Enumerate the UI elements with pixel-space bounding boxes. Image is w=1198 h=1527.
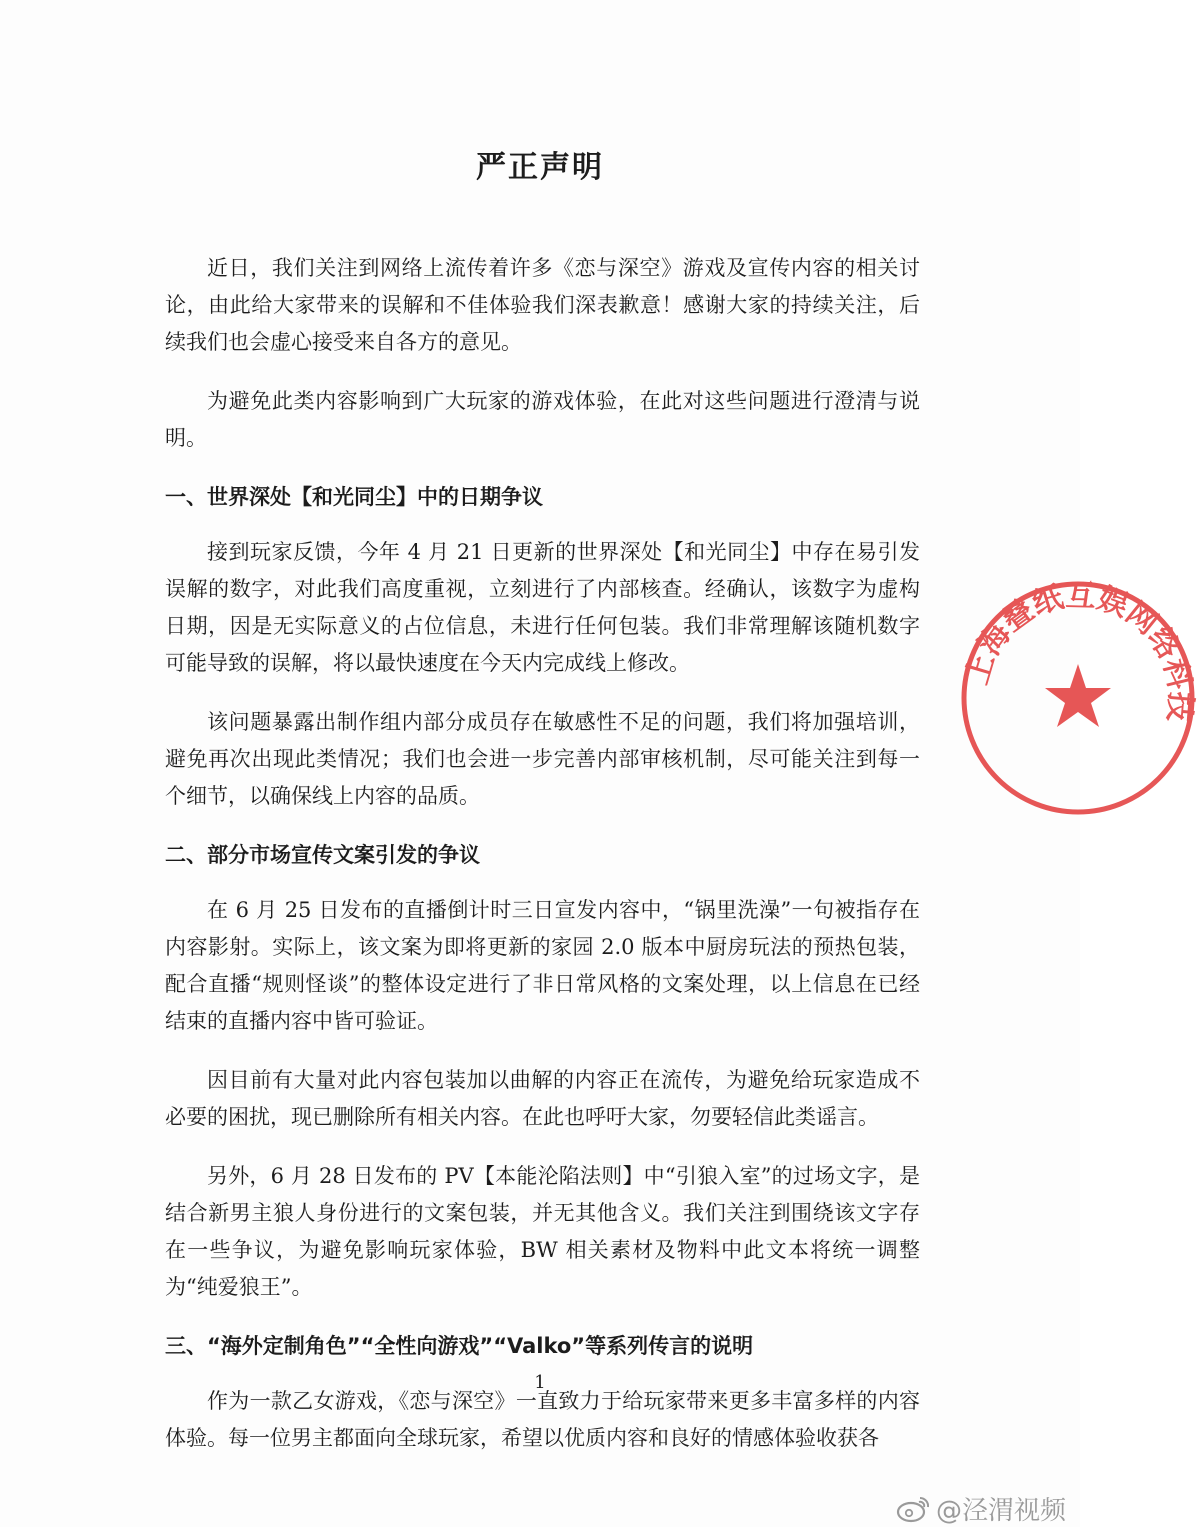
watermark-text: @泾渭视频 [935,1496,1066,1526]
body-paragraph: 在 6 月 25 日发布的直播倒计时三日宣发内容中，“锅里洗澡”一句被指存在内容影射。实际上，该文案为即将更新的家园 2.0 版本中厨房玩法的预热包装，配合直播“规则怪谈”的整体设定进行了非日常风格的文案处理，以上信息在已经结束的直播内容中皆可验证。 [165,898,920,1033]
section-heading: 三、“海外定制角色”“全性向游戏”“Valko”等系列传言的说明 [165,1334,754,1358]
body-paragraph: 为避免此类内容影响到广大玩家的游戏体验，在此对这些问题进行澄清与说明。 [165,389,920,450]
company-seal [958,578,1198,818]
body-paragraph: 近日，我们关注到网络上流传着许多《恋与深空》游戏及宣传内容的相关讨论，由此给大家带来的误解和不佳体验我们深表歉意！感谢大家的持续关注，后续我们也会虚心接受来自各方的意见。 [165,256,920,354]
page-number: 1 [534,1372,546,1393]
section-heading: 一、世界深处【和光同尘】中的日期争议 [165,485,543,509]
body-paragraph: 该问题暴露出制作组内部分成员存在敏感性不足的问题，我们将加强培训，避免再次出现此类情况；我们也会进一步完善内部审核机制，尽可能关注到每一个细节，以确保线上内容的品质。 [165,710,920,808]
seal-star-icon [1045,664,1111,727]
weibo-icon [896,1495,930,1523]
body-paragraph: 因目前有大量对此内容包装加以曲解的内容正在流传，为避免给玩家造成不必要的困扰，现已删除所有相关内容。在此也呼吁大家，勿要轻信此类谣言。 [165,1068,920,1129]
document-title: 严正声明 [476,150,604,185]
body-paragraph: 另外，6 月 28 日发布的 PV【本能沦陷法则】中“引狼入室”的过场文字，是结合新男主狼人身份进行的文案包装，并无其他含义。我们关注到围绕该文字存在一些争议，为避免影响玩家体验，BW 相关素材及物料中此文本将统一调整为“纯爱狼王”。 [165,1164,920,1299]
body-paragraph: 接到玩家反馈，今年 4 月 21 日更新的世界深处【和光同尘】中存在易引发误解的数字，对此我们高度重视，立刻进行了内部核查。经确认，该数字为虚构日期，因是无实际意义的占位信息，未进行任何包装。我们非常理解该随机数字可能导致的误解，将以最快速度在今天内完成线上修改。 [165,540,920,675]
body-paragraph: 作为一款乙女游戏，《恋与深空》一直致力于给玩家带来更多丰富多样的内容体验。每一位男主都面向全球玩家，希望以优质内容和良好的情感体验收获各 [165,1389,920,1450]
document-body [165,250,920,1479]
watermark [896,1490,1066,1527]
section-heading: 二、部分市场宣传文案引发的争议 [165,843,480,867]
seal-text: 上海叠纸互娱网络科技 [959,578,1198,724]
